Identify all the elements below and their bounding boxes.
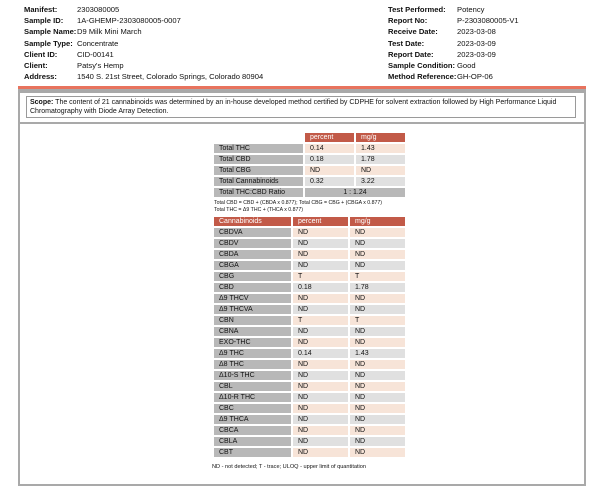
info-label: Sample Type: [24, 38, 73, 48]
analyte-name: Δ8 THC [214, 360, 291, 369]
ratio-label: Total THC:CBD Ratio [214, 188, 303, 197]
summary-row [214, 177, 405, 186]
summary-header-mgg: mg/g [356, 133, 405, 142]
mgg-value: ND [350, 250, 405, 259]
info-label: Test Date: [388, 38, 425, 48]
percent-value: ND [305, 166, 354, 175]
cannabinoid-row [214, 448, 405, 457]
mgg-value: T [350, 316, 405, 325]
cannabinoid-row [214, 294, 405, 303]
analyte-name: Δ10-S THC [214, 371, 291, 380]
analyte-name: CBL [214, 382, 291, 391]
summary-table [212, 131, 407, 199]
percent-value: ND [293, 360, 348, 369]
info-value: 2023-03-08 [457, 27, 496, 37]
mgg-value: 1.43 [356, 144, 405, 153]
summary-header-blank [214, 133, 303, 142]
info-row [388, 4, 519, 15]
percent-value: ND [293, 437, 348, 446]
info-value: Patsy's Hemp [77, 61, 124, 71]
mgg-value: ND [350, 437, 405, 446]
cannabinoid-row [214, 437, 405, 446]
percent-value: ND [293, 261, 348, 270]
mgg-value: ND [350, 371, 405, 380]
info-row [24, 49, 263, 60]
info-row [388, 26, 519, 37]
percent-value: 0.18 [305, 155, 354, 164]
percent-value: ND [293, 305, 348, 314]
mgg-value: ND [350, 261, 405, 270]
total-formulas [214, 200, 382, 214]
percent-value: ND [293, 327, 348, 336]
analyte-name: Δ9 THC [214, 349, 291, 358]
mgg-value: ND [356, 166, 405, 175]
cannabinoid-row [214, 283, 405, 292]
analyte-name: CBDA [214, 250, 291, 259]
percent-value: ND [293, 371, 348, 380]
info-value: Potency [457, 5, 485, 14]
cannabinoid-row [214, 261, 405, 270]
info-label: Receive Date: [388, 27, 438, 37]
cannabinoids-header-mgg: mg/g [350, 217, 405, 226]
summary-header-row [214, 133, 405, 142]
cannabinoid-row [214, 305, 405, 314]
percent-value: ND [293, 228, 348, 237]
info-row [24, 15, 263, 26]
mgg-value: ND [350, 404, 405, 413]
info-label: Sample Name: [24, 27, 77, 37]
mgg-value: ND [350, 305, 405, 314]
sample-info-left [24, 4, 263, 82]
info-row [24, 26, 263, 37]
percent-value: ND [293, 338, 348, 347]
info-value: 2023-03-09 [457, 38, 496, 48]
percent-value: 0.18 [293, 283, 348, 292]
info-label: Method Reference: [388, 72, 457, 82]
analyte-name: Total THC [214, 144, 303, 153]
ratio-value: 1 : 1.24 [305, 188, 405, 197]
cannabinoid-row [214, 360, 405, 369]
cannabinoid-row [214, 316, 405, 325]
cannabinoids-table [212, 215, 407, 459]
info-value: Concentrate [77, 38, 119, 48]
mgg-value: ND [350, 393, 405, 402]
sample-info-right [388, 4, 519, 82]
cannabinoid-row [214, 404, 405, 413]
info-label: Sample Condition: [388, 61, 456, 71]
cannabinoid-row [214, 415, 405, 424]
percent-value: ND [293, 404, 348, 413]
percent-value: ND [293, 239, 348, 248]
analyte-name: Δ9 THCV [214, 294, 291, 303]
info-value: P-2303080005-V1 [457, 16, 519, 26]
analyte-name: Δ9 THCVA [214, 305, 291, 314]
mgg-value: ND [350, 338, 405, 347]
cannabinoid-row [214, 338, 405, 347]
info-row [388, 60, 519, 71]
percent-value: ND [293, 448, 348, 457]
info-value: 2023-03-09 [457, 49, 496, 59]
analyte-name: EXO-THC [214, 338, 291, 347]
percent-value: ND [293, 382, 348, 391]
mgg-value: 1.78 [356, 155, 405, 164]
info-value: 1540 S. 21st Street, Colorado Springs, Colorado 80904 [77, 72, 264, 82]
scope-divider [20, 122, 584, 124]
analyte-name: Total CBG [214, 166, 303, 175]
mgg-value: ND [350, 360, 405, 369]
cannabinoids-header-row [214, 217, 405, 226]
percent-value: 0.32 [305, 177, 354, 186]
percent-value: 0.14 [305, 144, 354, 153]
footnote: ND - not detected; T - trace; ULOQ - upper limit of quantitation [212, 464, 367, 470]
info-label: Sample ID: [24, 16, 64, 26]
analyte-name: CBN [214, 316, 291, 325]
cannabinoid-row [214, 393, 405, 402]
analyte-name: CBDV [214, 239, 291, 248]
percent-value: ND [293, 426, 348, 435]
info-value: 2303080005 [77, 5, 120, 14]
info-label: Report Date: [388, 49, 434, 59]
analyte-name: Δ10-R THC [214, 393, 291, 402]
mgg-value: ND [350, 294, 405, 303]
analyte-name: CBCA [214, 426, 291, 435]
scope-text: The content of 21 cannabinoids was determined by an in-house developed method certified by CDPHE for solvent extraction followed by High Performance Liquid Chromatography with Diode Array Detection. [30, 99, 557, 116]
mgg-value: 1.43 [350, 349, 405, 358]
mgg-value: ND [350, 448, 405, 457]
summary-row [214, 144, 405, 153]
cannabinoid-row [214, 239, 405, 248]
info-row [388, 71, 519, 82]
analyte-name: CBT [214, 448, 291, 457]
percent-value: ND [293, 294, 348, 303]
cannabinoid-row [214, 250, 405, 259]
scope-label: Scope: [30, 99, 54, 106]
analyte-name: Total Cannabinoids [214, 177, 303, 186]
percent-value: T [293, 316, 348, 325]
analyte-name: Total CBD [214, 155, 303, 164]
mgg-value: ND [350, 327, 405, 336]
analyte-name: CBC [214, 404, 291, 413]
info-value: Good [457, 61, 476, 71]
cannabinoid-row [214, 228, 405, 237]
mgg-value: ND [350, 228, 405, 237]
analyte-name: CBLA [214, 437, 291, 446]
info-label: Client ID: [24, 49, 58, 59]
analyte-name: CBG [214, 272, 291, 281]
mgg-value: ND [350, 382, 405, 391]
info-row [388, 49, 519, 60]
analyte-name: CBGA [214, 261, 291, 270]
analyte-name: CBNA [214, 327, 291, 336]
cannabinoid-row [214, 371, 405, 380]
info-value: CID-00141 [77, 49, 114, 59]
percent-value: T [293, 272, 348, 281]
percent-value: ND [293, 250, 348, 259]
info-row [24, 4, 263, 15]
cannabinoid-row [214, 382, 405, 391]
info-row [24, 60, 263, 71]
mgg-value: 1.78 [350, 283, 405, 292]
info-row [24, 71, 263, 82]
cannabinoids-header-name: Cannabinoids [214, 217, 291, 226]
formula-cbd-cbg: Total CBD = CBD + (CBDA x 0.877); Total CBG = CBG + (CBGA x 0.877) [214, 200, 382, 206]
formula-thc: Total THC = Δ9 THC + (THCA x 0.877) [214, 207, 303, 214]
summary-row [214, 166, 405, 175]
mgg-value: 3.22 [356, 177, 405, 186]
info-row [24, 38, 263, 49]
percent-value: 0.14 [293, 349, 348, 358]
analyte-name: CBDVA [214, 228, 291, 237]
summary-header-percent: percent [305, 133, 354, 142]
info-value: 1A-GHEMP-2303080005-0007 [77, 16, 181, 26]
info-value: D9 Milk Mini March [77, 27, 142, 37]
report-frame [18, 93, 586, 486]
summary-ratio-row [214, 188, 405, 197]
info-label: Test Performed: [388, 5, 446, 14]
mgg-value: ND [350, 239, 405, 248]
percent-value: ND [293, 393, 348, 402]
mgg-value: ND [350, 426, 405, 435]
info-label: Report No: [388, 16, 428, 26]
cannabinoid-row [214, 272, 405, 281]
cannabinoids-header-percent: percent [293, 217, 348, 226]
analyte-name: Δ9 THCA [214, 415, 291, 424]
cannabinoid-row [214, 327, 405, 336]
mgg-value: T [350, 272, 405, 281]
info-value: GH-OP-06 [457, 72, 493, 82]
info-label: Address: [24, 72, 57, 82]
summary-row [214, 155, 405, 164]
scope-box [26, 96, 576, 118]
info-row [388, 38, 519, 49]
info-label: Client: [24, 61, 48, 71]
analyte-name: CBD [214, 283, 291, 292]
mgg-value: ND [350, 415, 405, 424]
info-label: Manifest: [24, 5, 58, 14]
percent-value: ND [293, 415, 348, 424]
cannabinoid-row [214, 349, 405, 358]
info-row [388, 15, 519, 26]
cannabinoid-row [214, 426, 405, 435]
